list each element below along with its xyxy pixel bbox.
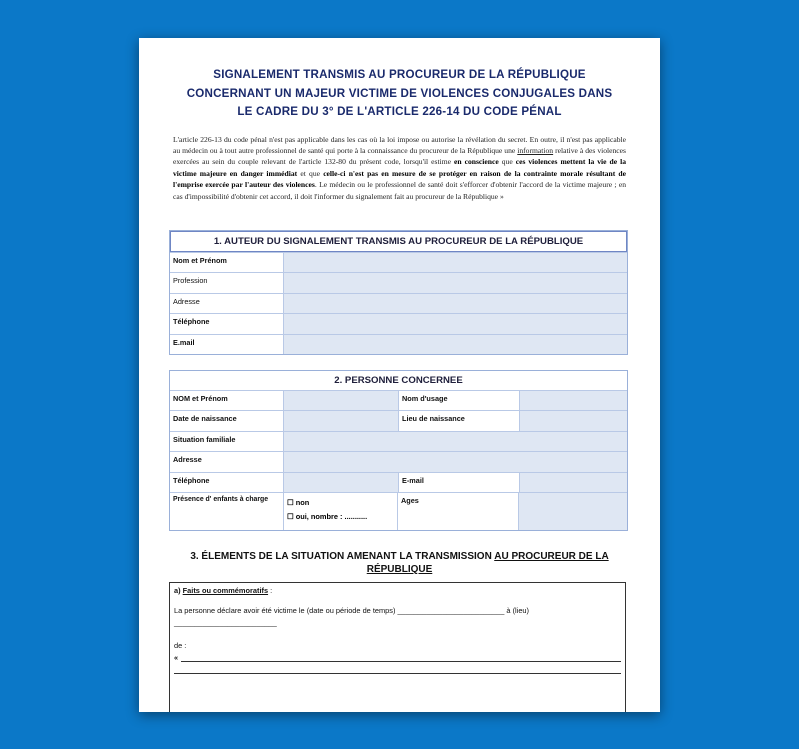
checkbox-icon[interactable]: ☐ bbox=[287, 511, 294, 521]
title-line-3: LE CADRE DU 3° DE L'ARTICLE 226-14 DU CODE PÉNAL bbox=[237, 105, 562, 118]
form-row-enfants bbox=[170, 492, 627, 530]
quote-line[interactable] bbox=[174, 651, 621, 662]
label-email: E-mail bbox=[399, 473, 520, 492]
intro-text: . Le médecin ou le professionnel de santé doit s'efforcer d'obtenir l'accord de la victime majeure ; en cas d'impossibilité d'obtenir cet accord, il doit l'informer du signalement fait au procureur de la République » bbox=[173, 180, 626, 201]
declaration-line-2[interactable]: _________________________ bbox=[174, 618, 277, 627]
field-telephone[interactable] bbox=[284, 473, 399, 492]
form-row-telephone bbox=[170, 313, 627, 333]
label-nom-prenom: Nom et Prénom bbox=[170, 253, 284, 272]
intro-bold: celle-ci n'est pas en mesure de se protéger en raison de la contrainte morale résultant de l'emprise exercée par l'auteur des violences bbox=[173, 168, 626, 190]
label-lieu-naissance: Lieu de naissance bbox=[399, 411, 520, 430]
intro-text: L'article 226-13 du code pénal n'est pas applicable dans les cas où la loi impose ou autorise la révélation du secret. En outre, il n'est pas applicable au médecin ou à tout autre professionnel de santé qui porte à la connaissance du procureur de la République une bbox=[173, 134, 626, 155]
faits-heading bbox=[174, 586, 621, 595]
checkbox-icon[interactable]: ☐ bbox=[287, 497, 294, 507]
de-label: de : bbox=[174, 641, 187, 650]
field-ages[interactable] bbox=[519, 493, 627, 530]
enfants-options bbox=[284, 493, 398, 530]
faits-label: Faits ou commémoratifs bbox=[182, 586, 269, 595]
intro-bold: ces violences mettent la vie de la victime majeure en danger immédiat bbox=[173, 157, 627, 178]
field-nom-usage[interactable] bbox=[520, 391, 627, 410]
label-adresse: Adresse bbox=[170, 452, 284, 471]
field-nom-prenom[interactable] bbox=[284, 391, 399, 410]
field-profession[interactable] bbox=[284, 273, 627, 292]
document-page bbox=[139, 38, 660, 712]
intro-text: et que bbox=[300, 168, 320, 178]
title-line-2: CONCERNANT UN MAJEUR VICTIME DE VIOLENCES CONJUGALES DANS bbox=[186, 86, 613, 100]
label-telephone: Téléphone bbox=[170, 473, 284, 492]
field-adresse[interactable] bbox=[284, 294, 627, 313]
faits-prefix: a) bbox=[174, 586, 181, 595]
label-nom-prenom: NOM et Prénom bbox=[170, 391, 284, 410]
intro-text: relative à des violences exercées au sein du couple relevant de l'article 132-80 du présent code, lorsqu'il estime bbox=[173, 145, 627, 167]
field-lieu-naissance[interactable] bbox=[520, 411, 627, 430]
section-3-box bbox=[169, 582, 626, 712]
label-enfants: Présence d' enfants à charge bbox=[170, 493, 284, 530]
form-row-adresse bbox=[170, 293, 627, 313]
intro-text: que bbox=[501, 157, 513, 167]
form-row-nom bbox=[170, 391, 627, 410]
title-line-1: SIGNALEMENT TRANSMIS AU PROCUREUR DE LA RÉPUBLIQUE bbox=[213, 68, 586, 81]
field-date-naissance[interactable] bbox=[284, 411, 399, 430]
label-profession: Profession bbox=[170, 273, 284, 292]
field-nom-prenom[interactable] bbox=[284, 253, 627, 272]
intro-underlined: information bbox=[517, 145, 554, 155]
section-3-title-text: 3. ÉLEMENTS DE LA SITUATION AMENANT LA TRANSMISSION bbox=[190, 551, 492, 562]
label-date-naissance: Date de naissance bbox=[170, 411, 284, 430]
option-oui-label: oui, nombre : ........... bbox=[295, 511, 368, 521]
write-line[interactable] bbox=[174, 673, 621, 674]
option-non-label: non bbox=[295, 497, 310, 507]
form-row-nom bbox=[170, 252, 627, 272]
form-row-email bbox=[170, 334, 627, 354]
section-2-title: 2. PERSONNE CONCERNEE bbox=[170, 371, 627, 391]
label-nom-usage: Nom d'usage bbox=[399, 391, 520, 410]
label-email: E.mail bbox=[170, 335, 284, 354]
field-adresse[interactable] bbox=[284, 452, 627, 471]
faits-suffix: : bbox=[270, 586, 273, 595]
form-row-telephone bbox=[170, 472, 627, 492]
field-email[interactable] bbox=[284, 335, 627, 354]
section-1-auteur bbox=[169, 230, 628, 355]
section-3-title bbox=[179, 551, 620, 576]
section-1-title: 1. AUTEUR DU SIGNALEMENT TRANSMIS AU PROCUREUR DE LA RÉPUBLIQUE bbox=[170, 231, 627, 252]
section-2-personne bbox=[169, 370, 628, 531]
intro-paragraph bbox=[173, 134, 626, 202]
field-email[interactable] bbox=[520, 473, 627, 492]
label-ages: Ages bbox=[398, 493, 519, 530]
form-row-situation bbox=[170, 431, 627, 451]
quote-mark: « bbox=[174, 653, 179, 662]
write-line[interactable] bbox=[181, 653, 621, 662]
section-3-title-underlined: AU PROCUREUR DE LA RÉPUBLIQUE bbox=[366, 551, 609, 575]
option-oui[interactable] bbox=[287, 510, 397, 524]
form-row-adresse bbox=[170, 451, 627, 471]
intro-bold: en conscience bbox=[453, 157, 499, 167]
label-situation-familiale: Situation familiale bbox=[170, 432, 284, 451]
label-telephone: Téléphone bbox=[170, 314, 284, 333]
declaration-line[interactable]: La personne déclare avoir été victime le (date ou période de temps) __________________________ à (lieu) bbox=[174, 606, 529, 615]
option-non[interactable] bbox=[287, 496, 397, 510]
document-title bbox=[173, 66, 626, 122]
form-row-naissance bbox=[170, 410, 627, 430]
form-row-profession bbox=[170, 272, 627, 292]
label-adresse: Adresse bbox=[170, 294, 284, 313]
field-situation-familiale[interactable] bbox=[284, 432, 627, 451]
field-telephone[interactable] bbox=[284, 314, 627, 333]
